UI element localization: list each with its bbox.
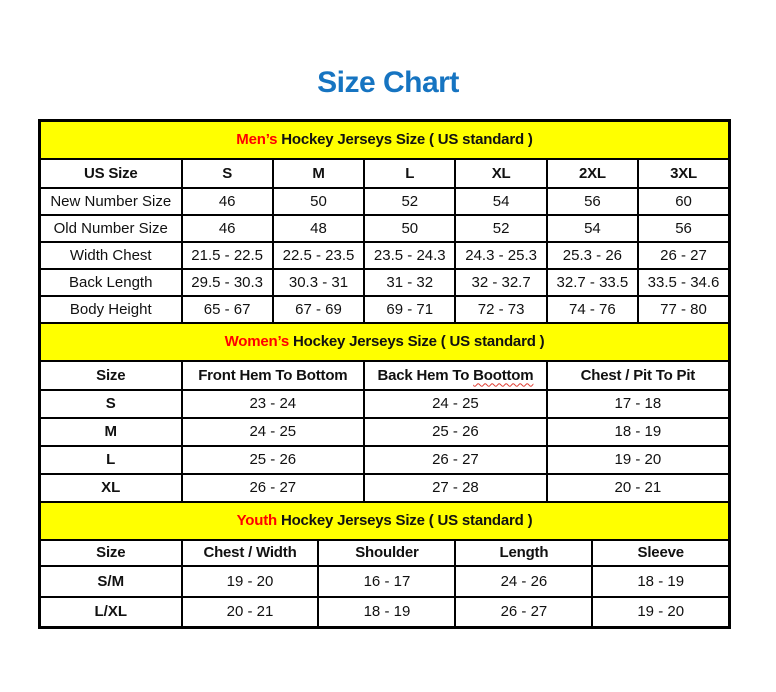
column-header: 2XL [547, 159, 638, 188]
column-header: Chest / Pit To Pit [547, 361, 730, 390]
column-header: US Size [40, 159, 182, 188]
size-value: 21.5 - 22.5 [182, 242, 273, 269]
header-row-mens [40, 159, 730, 188]
size-value: 24.3 - 25.3 [455, 242, 546, 269]
banner-highlight: Youth [236, 512, 277, 529]
size-value: 33.5 - 34.6 [638, 269, 729, 296]
column-header: Size [40, 361, 182, 390]
banner-text: Hockey Jerseys Size ( US standard ) [292, 333, 545, 350]
table-row [40, 269, 730, 296]
size-value: 16 - 17 [318, 566, 455, 597]
column-header: L [364, 159, 455, 188]
section-banner-womens [40, 323, 730, 361]
size-value: 26 - 27 [638, 242, 729, 269]
size-value: 56 [547, 188, 638, 215]
section-banner-row-youth [40, 502, 730, 540]
section-banner-youth [40, 502, 730, 540]
table-row [40, 188, 730, 215]
size-value: 29.5 - 30.3 [182, 269, 273, 296]
size-value: 46 [182, 215, 273, 242]
size-value: 65 - 67 [182, 296, 273, 323]
size-value: 77 - 80 [638, 296, 729, 323]
size-value: 23 - 24 [182, 390, 365, 418]
size-value: 20 - 21 [182, 597, 319, 628]
size-value: 23.5 - 24.3 [364, 242, 455, 269]
misspelled-word: Boottom [473, 366, 534, 384]
size-value: 67 - 69 [273, 296, 364, 323]
column-header: 3XL [638, 159, 729, 188]
size-value: 24 - 25 [182, 418, 365, 446]
size-value: 24 - 26 [455, 566, 592, 597]
section-banner-row-womens [40, 323, 730, 361]
row-label: XL [40, 474, 182, 502]
page-title: Size Chart [317, 66, 459, 99]
size-value: 46 [182, 188, 273, 215]
size-value: 50 [364, 215, 455, 242]
row-label: Body Height [40, 296, 182, 323]
size-chart-body [40, 121, 730, 628]
size-value: 18 - 19 [318, 597, 455, 628]
header-text: Back Hem To [377, 366, 474, 384]
banner-highlight: Men’s [236, 131, 278, 149]
row-label: Back Length [40, 269, 182, 296]
size-value: 19 - 20 [182, 566, 319, 597]
size-value: 22.5 - 23.5 [273, 242, 364, 269]
size-value: 26 - 27 [455, 597, 592, 628]
size-value: 72 - 73 [455, 296, 546, 323]
size-value: 19 - 20 [547, 446, 730, 474]
section-banner-row-mens [40, 121, 730, 159]
header-row-youth [40, 540, 730, 566]
size-value: 17 - 18 [547, 390, 730, 418]
table-row [40, 446, 730, 474]
table-row [40, 390, 730, 418]
section-banner-mens [40, 121, 730, 159]
size-chart-table [38, 119, 731, 629]
size-value: 32.7 - 33.5 [547, 269, 638, 296]
size-value: 26 - 27 [364, 446, 547, 474]
row-label: L [40, 446, 182, 474]
row-label: S [40, 390, 182, 418]
size-value: 30.3 - 31 [273, 269, 364, 296]
table-row [40, 215, 730, 242]
size-value: 19 - 20 [592, 597, 729, 628]
size-chart [38, 119, 731, 629]
size-value: 48 [273, 215, 364, 242]
size-value: 18 - 19 [547, 418, 730, 446]
header-row-womens [40, 361, 730, 390]
column-header: XL [455, 159, 546, 188]
banner-highlight: Women’s [224, 333, 290, 350]
size-value: 31 - 32 [364, 269, 455, 296]
size-value: 32 - 32.7 [455, 269, 546, 296]
table-row [40, 242, 730, 269]
table-row [40, 418, 730, 446]
column-header: Length [455, 540, 592, 566]
size-value: 54 [547, 215, 638, 242]
size-value: 25 - 26 [364, 418, 547, 446]
size-value: 50 [273, 188, 364, 215]
size-value: 26 - 27 [182, 474, 365, 502]
row-label: New Number Size [40, 188, 182, 215]
size-value: 69 - 71 [364, 296, 455, 323]
column-header: Shoulder [318, 540, 455, 566]
size-value: 54 [455, 188, 546, 215]
column-header: Size [40, 540, 182, 566]
row-label: L/XL [40, 597, 182, 628]
table-row [40, 597, 730, 628]
column-header [364, 361, 547, 390]
size-value: 56 [638, 215, 729, 242]
size-value: 25.3 - 26 [547, 242, 638, 269]
row-label: Old Number Size [40, 215, 182, 242]
banner-text: Hockey Jerseys Size ( US standard ) [281, 131, 533, 149]
size-value: 24 - 25 [364, 390, 547, 418]
size-value: 74 - 76 [547, 296, 638, 323]
row-label: Width Chest [40, 242, 182, 269]
size-value: 60 [638, 188, 729, 215]
column-header: Chest / Width [182, 540, 319, 566]
table-row [40, 474, 730, 502]
row-label: M [40, 418, 182, 446]
column-header: S [182, 159, 273, 188]
column-header: Front Hem To Bottom [182, 361, 365, 390]
column-header: Sleeve [592, 540, 729, 566]
banner-text: Hockey Jerseys Size ( US standard ) [280, 512, 533, 529]
table-row [40, 296, 730, 323]
size-value: 52 [455, 215, 546, 242]
column-header: M [273, 159, 364, 188]
size-value: 52 [364, 188, 455, 215]
row-label: S/M [40, 566, 182, 597]
size-value: 25 - 26 [182, 446, 365, 474]
table-row [40, 566, 730, 597]
size-value: 27 - 28 [364, 474, 547, 502]
size-value: 20 - 21 [547, 474, 730, 502]
size-value: 18 - 19 [592, 566, 729, 597]
